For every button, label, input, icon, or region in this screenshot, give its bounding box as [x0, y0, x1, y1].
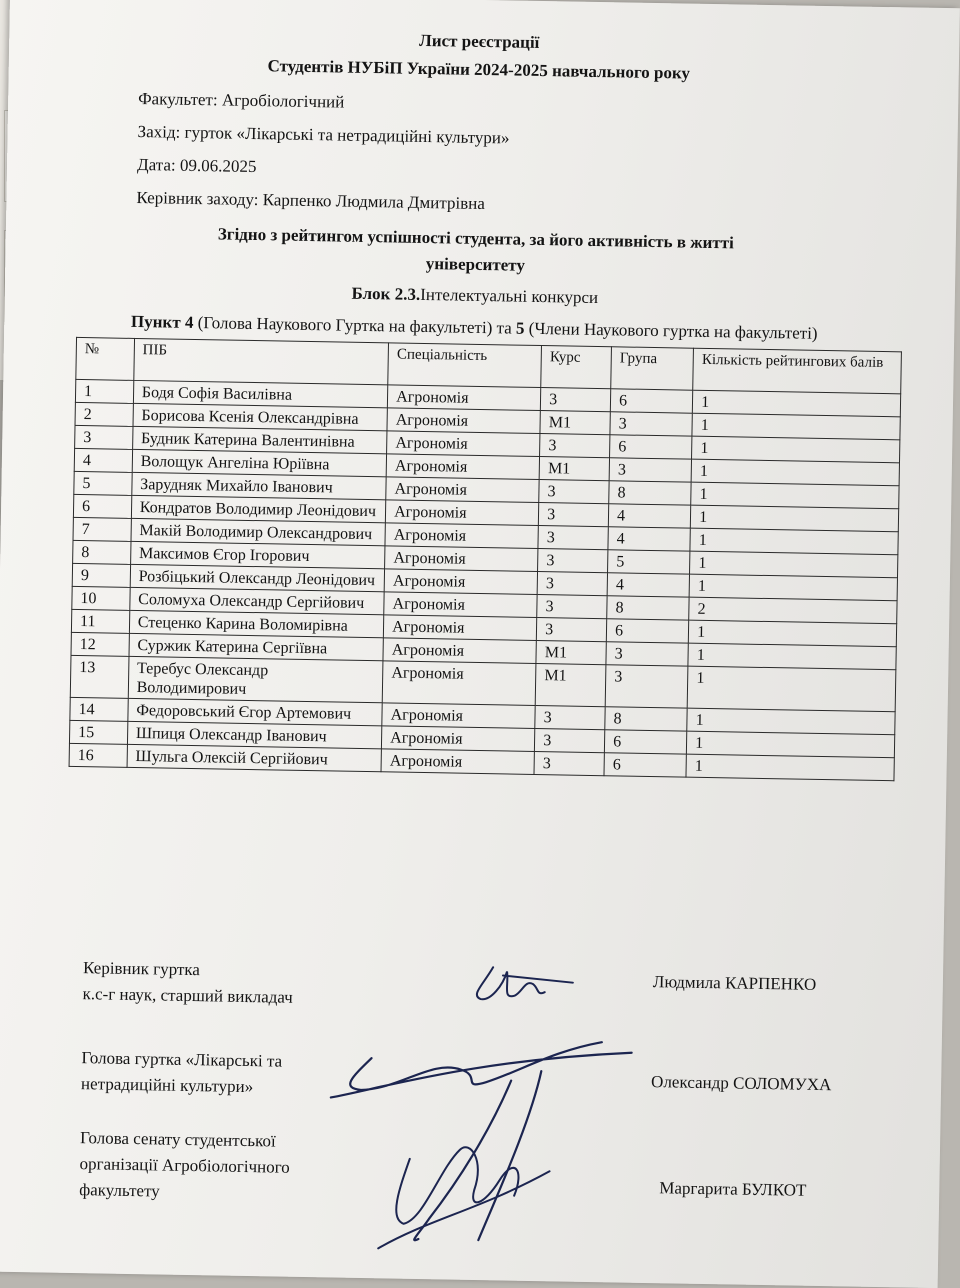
signatory-name: Маргарита БУЛКОТ	[659, 1178, 807, 1200]
cell-course: М1	[540, 411, 610, 435]
event-value: гурток «Лікарські та нетрадиційні культури»	[184, 122, 510, 148]
cell-group: 4	[608, 527, 690, 551]
signature-block-senate	[49, 1125, 910, 1230]
cell-specialty: Агрономія	[384, 569, 537, 595]
cell-number: 15	[69, 720, 127, 744]
cell-number: 11	[71, 609, 129, 633]
cell-specialty: Агрономія	[387, 431, 540, 457]
cell-group: 3	[605, 665, 688, 708]
cell-points: 1	[691, 482, 899, 509]
cell-group: 6	[610, 435, 692, 459]
cell-specialty: Агрономія	[384, 615, 537, 641]
cell-name: Шульга Олексій Сергійович	[127, 744, 382, 771]
cell-name: Кондратов Володимир Леонідович	[131, 495, 386, 522]
cell-group: 6	[606, 619, 688, 643]
cell-name: Бодя Софія Василівна	[133, 380, 388, 407]
cell-specialty: Агрономія	[388, 385, 541, 411]
cell-group: 8	[607, 596, 689, 620]
role-line: Голова сенату студентської	[79, 1128, 276, 1151]
role-line: нетрадиційні культури»	[80, 1074, 254, 1097]
document-subtitle: Студентів НУБіП України 2024-2025 навчального року	[267, 56, 691, 83]
block-number: Блок 2.3.	[351, 283, 421, 304]
date-label: Дата:	[136, 154, 176, 175]
cell-group: 3	[610, 412, 692, 436]
cell-number: 3	[75, 425, 133, 449]
leader-value: Карпенко Людмила Дмитрівна	[262, 190, 486, 214]
cell-specialty: Агрономія	[387, 408, 540, 434]
date-value: 09.06.2025	[179, 155, 257, 177]
cell-name: Зарудняк Михайло Іванович	[132, 472, 387, 499]
cell-course: 3	[539, 503, 609, 527]
cell-name: Волощук Ангеліна Юріївна	[132, 449, 387, 476]
cell-course: 3	[538, 549, 608, 573]
cell-name: Максимов Єгор Ігорович	[130, 541, 385, 568]
cell-specialty: Агрономія	[385, 523, 538, 549]
cell-group: 6	[604, 730, 686, 754]
cell-points: 1	[692, 413, 900, 440]
cell-course: 3	[535, 705, 605, 729]
cell-name: Розбіцький Олександр Леонідович	[130, 564, 385, 591]
cell-group: 5	[608, 550, 690, 574]
cell-name: Борисова Ксенія Олександрівна	[133, 403, 388, 430]
cell-number: 9	[72, 563, 130, 587]
cell-name: Шпиця Олександр Іванович	[127, 721, 382, 748]
header-points: Кількість рейтингових балів	[693, 348, 901, 394]
cell-points: 1	[690, 528, 898, 555]
header-group: Група	[611, 347, 694, 390]
cell-specialty: Агрономія	[382, 661, 536, 706]
cell-group: 6	[604, 753, 686, 777]
signature-role	[79, 1125, 291, 1207]
cell-course: 3	[534, 751, 604, 775]
cell-number: 14	[70, 697, 128, 721]
cell-points: 1	[690, 551, 898, 578]
cell-number: 5	[74, 471, 132, 495]
block-title: Інтелектуальні конкурси	[420, 284, 599, 308]
cell-course: 3	[535, 728, 605, 752]
cell-name: Теребус Олександр Володимирович	[128, 656, 383, 702]
clause-number-5: 5	[515, 318, 525, 338]
cell-points: 1	[688, 643, 896, 670]
header-course: Курс	[541, 346, 612, 389]
role-line: організації Агробіологічного	[79, 1154, 290, 1177]
clause-number-4: Пункт 4	[130, 311, 194, 332]
cell-points: 1	[689, 620, 897, 647]
cell-points: 1	[693, 390, 901, 417]
cell-points: 2	[689, 597, 897, 624]
cell-number: 4	[74, 448, 132, 472]
clause-text-4: (Голова Наукового Гуртка на факультеті) та	[193, 312, 517, 338]
cell-number: 8	[73, 540, 131, 564]
cell-points: 1	[687, 708, 895, 735]
cell-number: 7	[73, 517, 131, 541]
cell-group: 3	[609, 458, 691, 482]
cell-name: Стеценко Карина Воломирівна	[129, 610, 384, 637]
cell-points: 1	[689, 574, 897, 601]
signature-block-head	[51, 1045, 912, 1120]
cell-specialty: Агрономія	[381, 749, 534, 775]
cell-group: 8	[609, 481, 691, 505]
header-name: ПІБ	[134, 338, 389, 384]
signature-block-leader	[52, 955, 913, 1030]
cell-number: 10	[72, 586, 130, 610]
cell-name: Суржик Катерина Сергіївна	[129, 633, 384, 660]
signatory-name: Людмила КАРПЕНКО	[652, 972, 817, 994]
faculty-value: Агробіологічний	[221, 90, 345, 112]
cell-specialty: Агрономія	[382, 726, 535, 752]
cell-name: Макій Володимир Олександрович	[131, 518, 386, 545]
document-title: Лист реєстрації	[418, 30, 540, 52]
cell-course: М1	[539, 457, 609, 481]
cell-name: Соломуха Олександр Сергійович	[130, 587, 385, 614]
cell-course: 3	[539, 480, 609, 504]
cell-group: 4	[607, 573, 689, 597]
cell-course: 3	[537, 618, 607, 642]
cell-group: 3	[606, 642, 688, 666]
header-specialty: Спеціальність	[388, 343, 542, 388]
signature-role	[81, 1045, 283, 1100]
cell-name: Федоровський Єгор Артемович	[128, 698, 383, 725]
cell-specialty: Агрономія	[386, 454, 539, 480]
cell-number: 12	[71, 632, 129, 656]
header-number: №	[76, 337, 134, 380]
cell-course: 3	[537, 572, 607, 596]
cell-specialty: Агрономія	[385, 546, 538, 572]
cell-number: 2	[75, 402, 133, 426]
cell-number: 1	[75, 379, 133, 403]
cell-course: 3	[538, 526, 608, 550]
event-label: Захід:	[137, 121, 181, 142]
cell-group: 6	[610, 389, 692, 413]
intro-text: Згідно з рейтингом успішності студента, за його активність в житті університету	[217, 224, 734, 275]
signatory-name: Олександр СОЛОМУХА	[650, 1072, 832, 1095]
cell-points: 1	[691, 505, 899, 532]
cell-number: 16	[69, 743, 127, 767]
cell-number: 6	[73, 494, 131, 518]
registration-table	[69, 337, 902, 781]
clause-text-5: (Члени Наукового гуртка на факультеті)	[524, 318, 818, 343]
role-line: факультету	[79, 1180, 160, 1201]
leader-label: Керівник заходу:	[136, 187, 259, 210]
cell-course: 3	[540, 434, 610, 458]
cell-specialty: Агрономія	[386, 477, 539, 503]
cell-points: 1	[692, 436, 900, 463]
role-line: к.с-г наук, старший викладач	[82, 984, 293, 1007]
cell-course: 3	[541, 388, 611, 412]
cell-group: 4	[608, 504, 690, 528]
cell-course: М1	[536, 640, 606, 664]
faculty-label: Факультет:	[138, 88, 218, 110]
role-line: Голова гуртка «Лікарські та	[81, 1048, 283, 1071]
cell-name: Будник Катерина Валентинівна	[132, 426, 387, 453]
cell-group: 8	[605, 707, 687, 731]
signature-role	[82, 955, 293, 1011]
cell-points: 1	[687, 731, 895, 758]
cell-specialty: Агрономія	[386, 500, 539, 526]
cell-number: 13	[70, 655, 128, 698]
cell-points: 1	[691, 459, 899, 486]
cell-specialty: Агрономія	[384, 592, 537, 618]
role-line: Керівник гуртка	[82, 958, 201, 980]
cell-specialty: Агрономія	[382, 703, 535, 729]
cell-points: 1	[686, 754, 894, 781]
cell-specialty: Агрономія	[383, 638, 536, 664]
cell-points: 1	[687, 666, 895, 712]
cell-course: 3	[537, 595, 607, 619]
cell-course: М1	[535, 663, 606, 706]
